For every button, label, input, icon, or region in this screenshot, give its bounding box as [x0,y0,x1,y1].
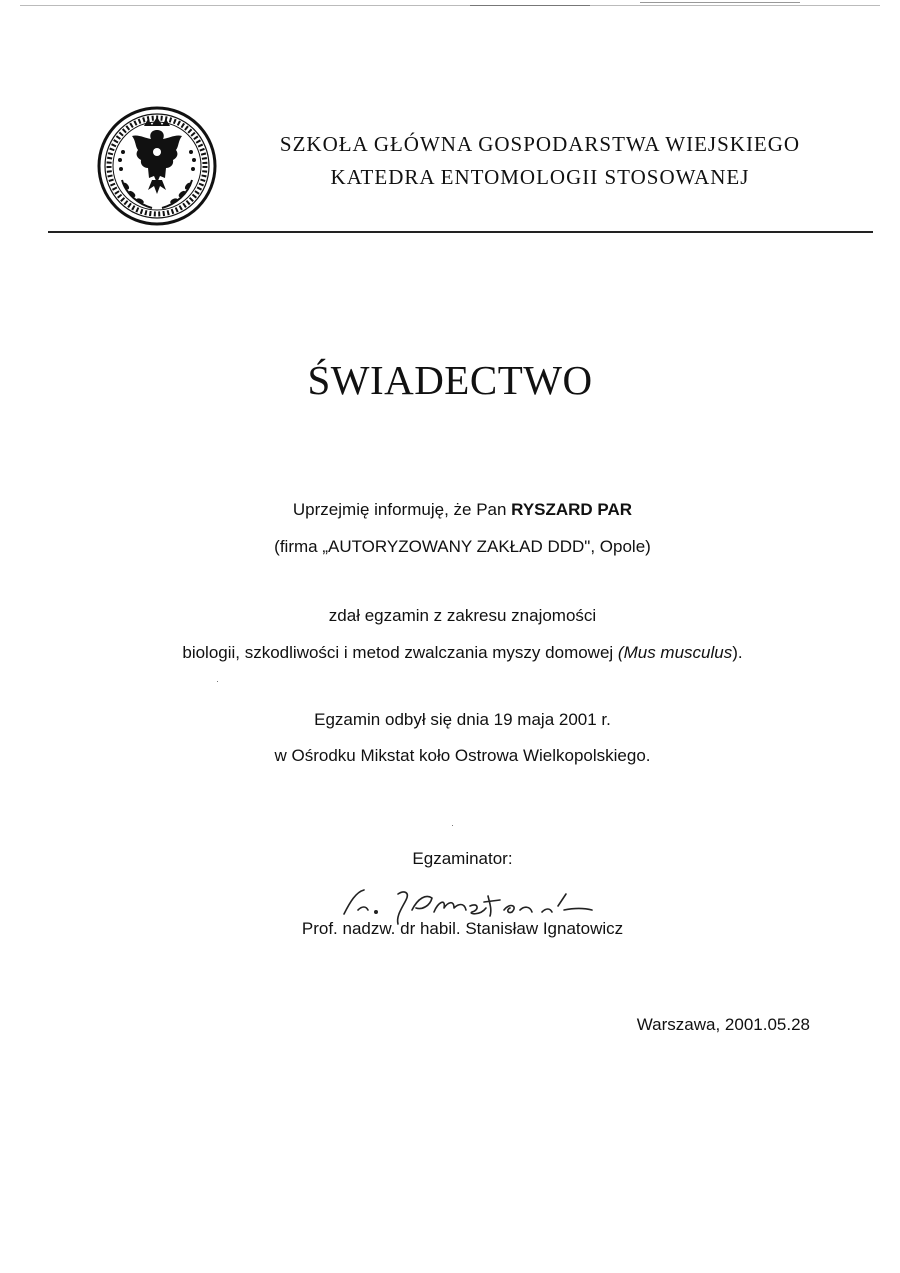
exam-scope-line: zdał egzamin z zakresu znajomości [328,606,597,625]
recipient-name: RYSZARD PAR [511,500,633,519]
body-line-1-text: Uprzejmię informuję, że Pan [292,500,512,519]
scan-speck [217,681,218,682]
scan-artifact-top-dark [470,5,590,6]
exam-location-line: w Ośrodku Mikstat koło Ostrowa Wielkopolskiego. [274,746,651,765]
scan-artifact-top-right [640,2,800,3]
company-line: (firma „AUTORYZOWANY ZAKŁAD DDD", Opole) [274,537,651,556]
exam-date-line: Egzamin odbył się dnia 19 maja 2001 r. [314,710,611,729]
exam-topic-text: biologii, szkodliwości i metod zwalczania myszy domowej [182,643,618,662]
header-rule [48,231,873,233]
institution-header [230,128,850,194]
scan-artifact-top [20,5,880,6]
body-line-1 [0,499,900,521]
university-name: SZKOŁA GŁÓWNA GOSPODARSTWA WIEJSKIEGO [279,132,801,156]
department-name: KATEDRA ENTOMOLOGII STOSOWANEJ [330,165,750,189]
examiner-label: Egzaminator: [412,849,513,868]
species-name: (Mus musculus [617,643,733,662]
place-and-date: Warszawa, 2001.05.28 [636,1015,810,1034]
examiner-name: Prof. nadzw. dr habil. Stanisław Ignatowicz [301,919,624,938]
university-seal-icon [96,100,218,228]
scan-speck [452,825,453,826]
certificate-title: ŚWIADECTWO [307,357,593,403]
exam-topic-line [0,642,900,664]
exam-topic-suffix: ). [732,643,743,662]
